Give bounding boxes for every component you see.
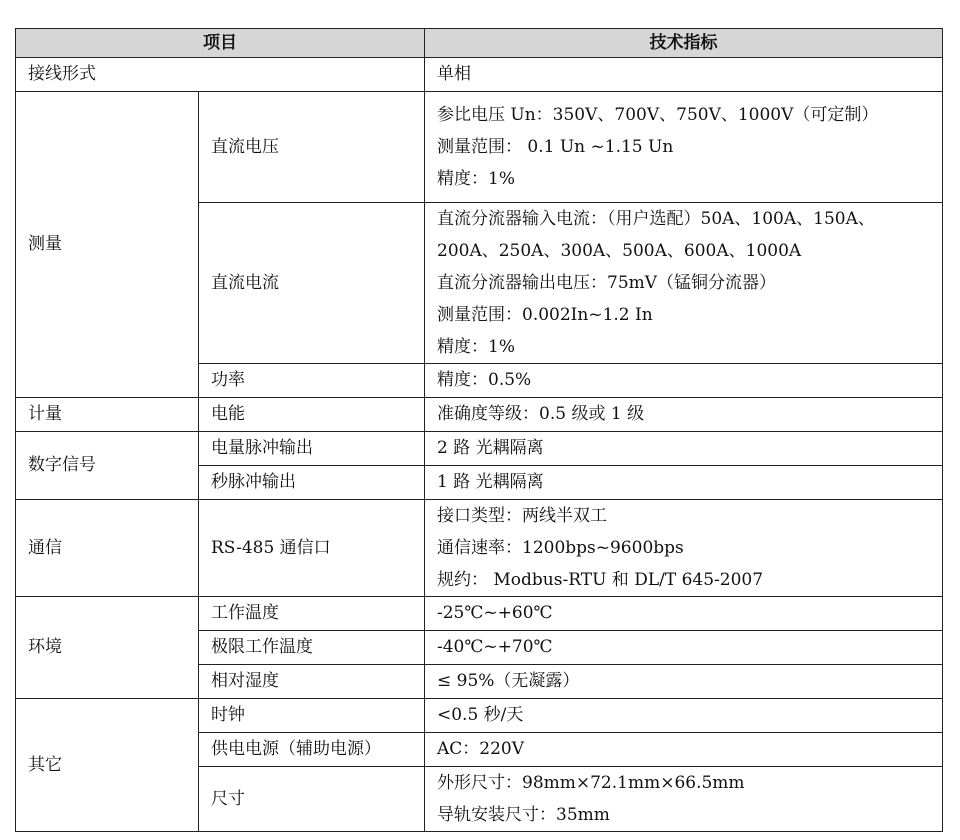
rs485-line: 通信速率：1200bps~9600bps	[437, 538, 684, 558]
comm-group-label: 通信	[16, 500, 199, 597]
table-row	[16, 597, 943, 631]
size-line: 导轨安装尺寸：35mm	[437, 805, 610, 825]
table-row	[16, 58, 943, 92]
pulse-value: 2 路 光耦隔离	[425, 432, 943, 466]
dc-voltage-line: 测量范围： 0.1 Un ~1.15 Un	[437, 137, 674, 157]
digital-group-label: 数字信号	[16, 432, 199, 500]
table-row	[16, 92, 943, 203]
measure-group-label: 测量	[16, 92, 199, 398]
work-temp-value: -25℃~+60℃	[425, 597, 943, 631]
size-label: 尺寸	[199, 767, 425, 832]
dc-current-line: 200A、250A、300A、500A、600A、1000A	[437, 241, 802, 261]
humidity-label: 相对湿度	[199, 665, 425, 699]
second-pulse-label: 秒脉冲输出	[199, 466, 425, 500]
supply-label: 供电电源（辅助电源）	[199, 733, 425, 767]
dc-current-line: 精度：1%	[437, 337, 515, 357]
dc-current-line: 测量范围：0.002In~1.2 In	[437, 305, 653, 325]
dc-current-line: 直流分流器输出电压：75mV（锰铜分流器）	[437, 273, 777, 293]
rs485-line: 规约： Modbus-RTU 和 DL/T 645-2007	[437, 570, 764, 590]
table-row	[16, 699, 943, 733]
header-item: 项目	[16, 29, 425, 58]
power-value: 精度：0.5%	[425, 364, 943, 398]
pulse-label: 电量脉冲输出	[199, 432, 425, 466]
second-pulse-value: 1 路 光耦隔离	[425, 466, 943, 500]
limit-temp-value: -40℃~+70℃	[425, 631, 943, 665]
dc-voltage-line: 精度：1%	[437, 169, 515, 189]
wiring-value: 单相	[425, 58, 943, 92]
rs485-values	[425, 500, 943, 597]
work-temp-label: 工作温度	[199, 597, 425, 631]
header-spec: 技术指标	[425, 29, 943, 58]
size-values	[425, 767, 943, 832]
table-row	[16, 432, 943, 466]
spec-table	[15, 28, 943, 832]
size-line: 外形尺寸：98mm×72.1mm×66.5mm	[437, 773, 745, 793]
table-header-row	[16, 29, 943, 58]
dc-current-label: 直流电流	[199, 203, 425, 364]
rs485-line: 接口类型：两线半双工	[437, 506, 607, 526]
dc-voltage-values	[425, 92, 943, 203]
rs485-label: RS-485 通信口	[199, 500, 425, 597]
energy-label: 电能	[199, 398, 425, 432]
energy-value: 准确度等级：0.5 级或 1 级	[425, 398, 943, 432]
clock-value: <0.5 秒/天	[425, 699, 943, 733]
metering-group-label: 计量	[16, 398, 199, 432]
power-label: 功率	[199, 364, 425, 398]
dc-current-values	[425, 203, 943, 364]
limit-temp-label: 极限工作温度	[199, 631, 425, 665]
env-group-label: 环境	[16, 597, 199, 699]
table-row	[16, 500, 943, 597]
wiring-label: 接线形式	[16, 58, 425, 92]
humidity-value: ≤ 95%（无凝露）	[425, 665, 943, 699]
table-row	[16, 398, 943, 432]
supply-value: AC：220V	[425, 733, 943, 767]
dc-voltage-line: 参比电压 Un：350V、700V、750V、1000V（可定制）	[437, 105, 879, 125]
dc-voltage-label: 直流电压	[199, 92, 425, 203]
other-group-label: 其它	[16, 699, 199, 832]
clock-label: 时钟	[199, 699, 425, 733]
dc-current-line: 直流分流器输入电流：（用户选配）50A、100A、150A、	[437, 209, 875, 229]
